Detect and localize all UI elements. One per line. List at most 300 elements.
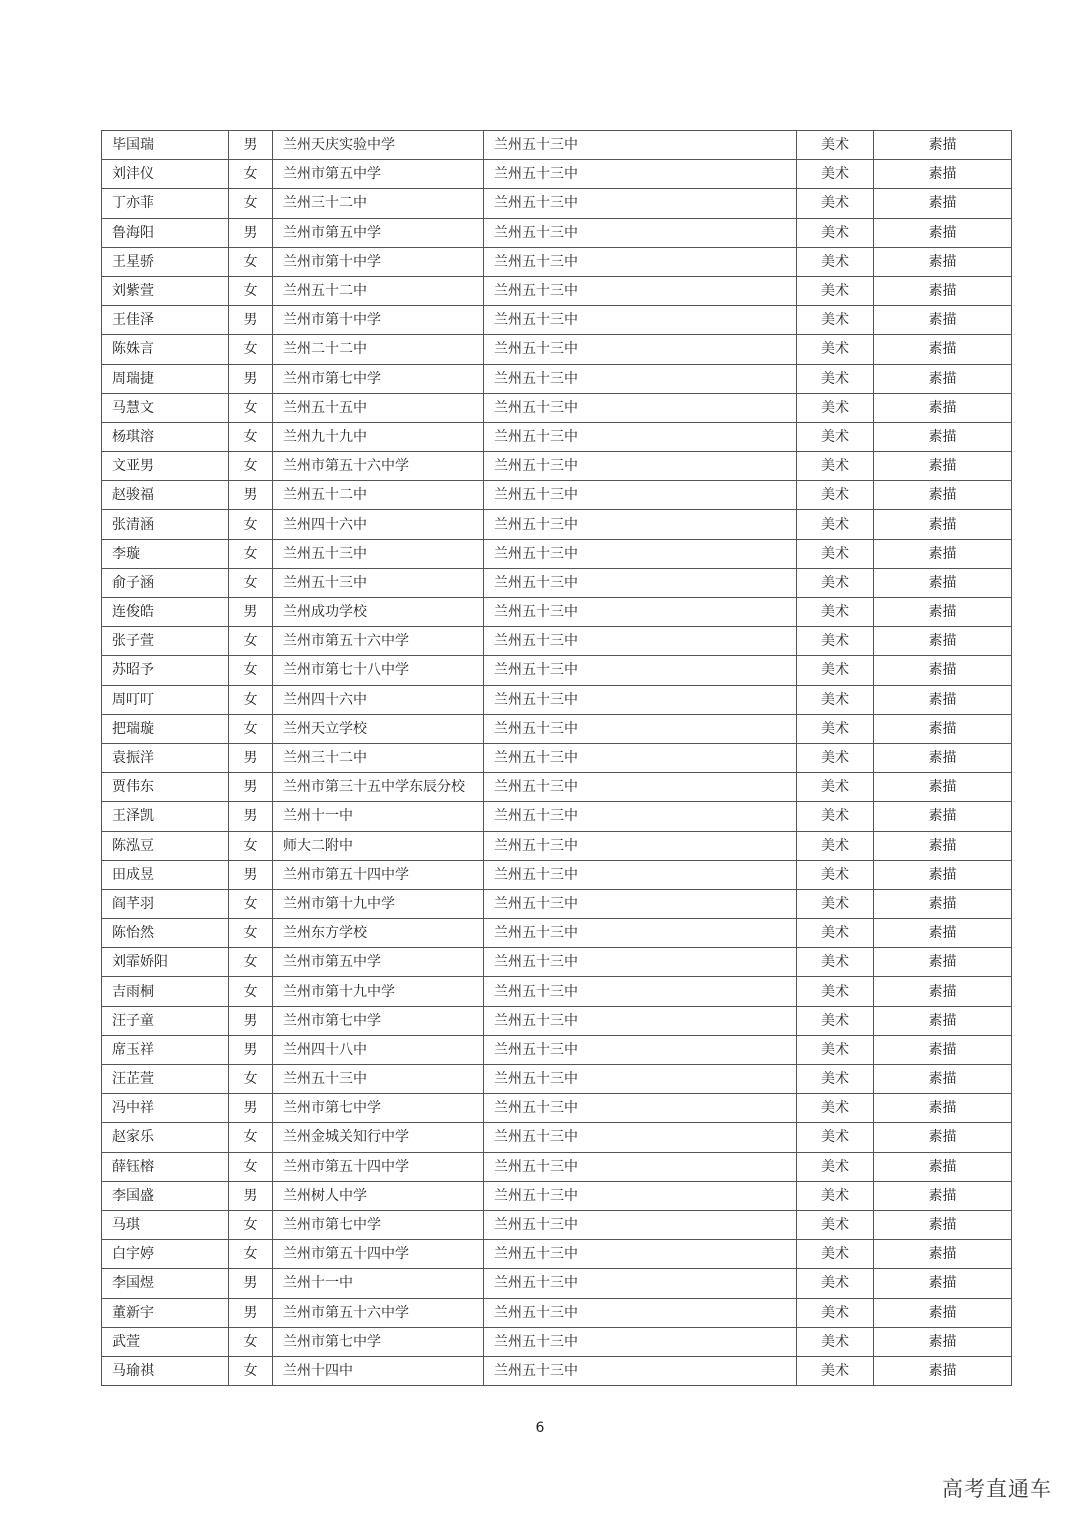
gender-cell: 男 bbox=[229, 743, 273, 772]
gender-cell: 男 bbox=[229, 1006, 273, 1035]
table-row bbox=[102, 1094, 1012, 1123]
subject-cell: 素描 bbox=[874, 627, 1012, 656]
table-row bbox=[102, 335, 1012, 364]
subject-cell: 素描 bbox=[874, 773, 1012, 802]
gender-cell: 女 bbox=[229, 422, 273, 451]
student-name-cell: 苏昭予 bbox=[102, 656, 229, 685]
target-school-cell: 兰州五十三中 bbox=[484, 189, 797, 218]
subject-cell: 素描 bbox=[874, 1094, 1012, 1123]
student-name-cell: 把瑞璇 bbox=[102, 714, 229, 743]
roster-table bbox=[101, 130, 1012, 1386]
table-row bbox=[102, 889, 1012, 918]
target-school-cell: 兰州五十三中 bbox=[484, 1269, 797, 1298]
gender-cell: 女 bbox=[229, 1240, 273, 1269]
table-row bbox=[102, 452, 1012, 481]
subject-cell: 素描 bbox=[874, 1123, 1012, 1152]
target-school-cell: 兰州五十三中 bbox=[484, 131, 797, 160]
subject-cell: 素描 bbox=[874, 189, 1012, 218]
origin-school-cell: 师大二附中 bbox=[273, 831, 484, 860]
table-row bbox=[102, 306, 1012, 335]
subject-cell: 素描 bbox=[874, 364, 1012, 393]
gender-cell: 男 bbox=[229, 860, 273, 889]
origin-school-cell: 兰州五十三中 bbox=[273, 1065, 484, 1094]
origin-school-cell: 兰州天立学校 bbox=[273, 714, 484, 743]
table-row bbox=[102, 160, 1012, 189]
subject-cell: 素描 bbox=[874, 919, 1012, 948]
subject-cell: 素描 bbox=[874, 1269, 1012, 1298]
target-school-cell: 兰州五十三中 bbox=[484, 481, 797, 510]
gender-cell: 女 bbox=[229, 1152, 273, 1181]
subject-cell: 素描 bbox=[874, 1035, 1012, 1064]
table-row bbox=[102, 481, 1012, 510]
table-row bbox=[102, 422, 1012, 451]
subject-cell: 素描 bbox=[874, 1181, 1012, 1210]
gender-cell: 女 bbox=[229, 247, 273, 276]
origin-school-cell: 兰州四十八中 bbox=[273, 1035, 484, 1064]
gender-cell: 女 bbox=[229, 977, 273, 1006]
category-cell: 美术 bbox=[797, 714, 874, 743]
origin-school-cell: 兰州五十三中 bbox=[273, 568, 484, 597]
student-name-cell: 田成昱 bbox=[102, 860, 229, 889]
origin-school-cell: 兰州市第五中学 bbox=[273, 160, 484, 189]
student-name-cell: 张子萱 bbox=[102, 627, 229, 656]
table-row bbox=[102, 1035, 1012, 1064]
subject-cell: 素描 bbox=[874, 831, 1012, 860]
category-cell: 美术 bbox=[797, 1006, 874, 1035]
origin-school-cell: 兰州十一中 bbox=[273, 1269, 484, 1298]
gender-cell: 女 bbox=[229, 831, 273, 860]
table-row bbox=[102, 1240, 1012, 1269]
student-name-cell: 鲁海阳 bbox=[102, 218, 229, 247]
gender-cell: 女 bbox=[229, 276, 273, 305]
origin-school-cell: 兰州五十五中 bbox=[273, 393, 484, 422]
table-row bbox=[102, 393, 1012, 422]
origin-school-cell: 兰州十一中 bbox=[273, 802, 484, 831]
category-cell: 美术 bbox=[797, 510, 874, 539]
subject-cell: 素描 bbox=[874, 276, 1012, 305]
table-row bbox=[102, 276, 1012, 305]
subject-cell: 素描 bbox=[874, 948, 1012, 977]
category-cell: 美术 bbox=[797, 627, 874, 656]
table-row bbox=[102, 1123, 1012, 1152]
table-row bbox=[102, 831, 1012, 860]
target-school-cell: 兰州五十三中 bbox=[484, 714, 797, 743]
origin-school-cell: 兰州九十九中 bbox=[273, 422, 484, 451]
student-name-cell: 杨琪溶 bbox=[102, 422, 229, 451]
category-cell: 美术 bbox=[797, 743, 874, 772]
student-name-cell: 陈泓豆 bbox=[102, 831, 229, 860]
table-row bbox=[102, 1065, 1012, 1094]
category-cell: 美术 bbox=[797, 802, 874, 831]
watermark-text: 高考直通车 bbox=[942, 1477, 1052, 1501]
category-cell: 美术 bbox=[797, 773, 874, 802]
category-cell: 美术 bbox=[797, 539, 874, 568]
target-school-cell: 兰州五十三中 bbox=[484, 160, 797, 189]
gender-cell: 男 bbox=[229, 481, 273, 510]
category-cell: 美术 bbox=[797, 831, 874, 860]
table-row bbox=[102, 247, 1012, 276]
subject-cell: 素描 bbox=[874, 452, 1012, 481]
student-name-cell: 武萱 bbox=[102, 1327, 229, 1356]
gender-cell: 女 bbox=[229, 452, 273, 481]
target-school-cell: 兰州五十三中 bbox=[484, 1298, 797, 1327]
origin-school-cell: 兰州五十三中 bbox=[273, 539, 484, 568]
origin-school-cell: 兰州市第七中学 bbox=[273, 1006, 484, 1035]
origin-school-cell: 兰州市第七中学 bbox=[273, 1094, 484, 1123]
origin-school-cell: 兰州东方学校 bbox=[273, 919, 484, 948]
category-cell: 美术 bbox=[797, 1181, 874, 1210]
student-name-cell: 马琪 bbox=[102, 1210, 229, 1239]
origin-school-cell: 兰州三十二中 bbox=[273, 743, 484, 772]
gender-cell: 男 bbox=[229, 802, 273, 831]
target-school-cell: 兰州五十三中 bbox=[484, 422, 797, 451]
gender-cell: 男 bbox=[229, 364, 273, 393]
gender-cell: 女 bbox=[229, 1356, 273, 1385]
origin-school-cell: 兰州市第七中学 bbox=[273, 364, 484, 393]
target-school-cell: 兰州五十三中 bbox=[484, 1210, 797, 1239]
student-name-cell: 汪芷萱 bbox=[102, 1065, 229, 1094]
target-school-cell: 兰州五十三中 bbox=[484, 276, 797, 305]
subject-cell: 素描 bbox=[874, 685, 1012, 714]
gender-cell: 女 bbox=[229, 568, 273, 597]
gender-cell: 男 bbox=[229, 598, 273, 627]
category-cell: 美术 bbox=[797, 247, 874, 276]
gender-cell: 女 bbox=[229, 189, 273, 218]
category-cell: 美术 bbox=[797, 306, 874, 335]
student-name-cell: 张清涵 bbox=[102, 510, 229, 539]
subject-cell: 素描 bbox=[874, 131, 1012, 160]
origin-school-cell: 兰州十四中 bbox=[273, 1356, 484, 1385]
origin-school-cell: 兰州市第十九中学 bbox=[273, 889, 484, 918]
student-name-cell: 俞子涵 bbox=[102, 568, 229, 597]
subject-cell: 素描 bbox=[874, 1356, 1012, 1385]
target-school-cell: 兰州五十三中 bbox=[484, 1327, 797, 1356]
subject-cell: 素描 bbox=[874, 218, 1012, 247]
subject-cell: 素描 bbox=[874, 802, 1012, 831]
origin-school-cell: 兰州市第十中学 bbox=[273, 306, 484, 335]
table-row bbox=[102, 1327, 1012, 1356]
student-name-cell: 吉雨桐 bbox=[102, 977, 229, 1006]
subject-cell: 素描 bbox=[874, 306, 1012, 335]
target-school-cell: 兰州五十三中 bbox=[484, 860, 797, 889]
category-cell: 美术 bbox=[797, 364, 874, 393]
table-row bbox=[102, 598, 1012, 627]
subject-cell: 素描 bbox=[874, 743, 1012, 772]
category-cell: 美术 bbox=[797, 1298, 874, 1327]
target-school-cell: 兰州五十三中 bbox=[484, 773, 797, 802]
category-cell: 美术 bbox=[797, 977, 874, 1006]
table-row bbox=[102, 743, 1012, 772]
subject-cell: 素描 bbox=[874, 889, 1012, 918]
category-cell: 美术 bbox=[797, 1152, 874, 1181]
subject-cell: 素描 bbox=[874, 1065, 1012, 1094]
table-row bbox=[102, 510, 1012, 539]
target-school-cell: 兰州五十三中 bbox=[484, 306, 797, 335]
gender-cell: 女 bbox=[229, 685, 273, 714]
student-name-cell: 王泽凯 bbox=[102, 802, 229, 831]
table-row bbox=[102, 860, 1012, 889]
target-school-cell: 兰州五十三中 bbox=[484, 1035, 797, 1064]
student-name-cell: 刘霏娇阳 bbox=[102, 948, 229, 977]
table-row bbox=[102, 1269, 1012, 1298]
gender-cell: 女 bbox=[229, 160, 273, 189]
student-name-cell: 周瑞捷 bbox=[102, 364, 229, 393]
category-cell: 美术 bbox=[797, 1065, 874, 1094]
target-school-cell: 兰州五十三中 bbox=[484, 539, 797, 568]
origin-school-cell: 兰州五十二中 bbox=[273, 276, 484, 305]
subject-cell: 素描 bbox=[874, 1327, 1012, 1356]
gender-cell: 女 bbox=[229, 1327, 273, 1356]
target-school-cell: 兰州五十三中 bbox=[484, 452, 797, 481]
student-name-cell: 文亚男 bbox=[102, 452, 229, 481]
target-school-cell: 兰州五十三中 bbox=[484, 1181, 797, 1210]
target-school-cell: 兰州五十三中 bbox=[484, 218, 797, 247]
table-row bbox=[102, 1181, 1012, 1210]
table-row bbox=[102, 685, 1012, 714]
origin-school-cell: 兰州市第七中学 bbox=[273, 1327, 484, 1356]
subject-cell: 素描 bbox=[874, 335, 1012, 364]
category-cell: 美术 bbox=[797, 1123, 874, 1152]
table-row bbox=[102, 189, 1012, 218]
origin-school-cell: 兰州三十二中 bbox=[273, 189, 484, 218]
origin-school-cell: 兰州市第五十四中学 bbox=[273, 1240, 484, 1269]
gender-cell: 女 bbox=[229, 627, 273, 656]
origin-school-cell: 兰州金城关知行中学 bbox=[273, 1123, 484, 1152]
category-cell: 美术 bbox=[797, 422, 874, 451]
subject-cell: 素描 bbox=[874, 860, 1012, 889]
category-cell: 美术 bbox=[797, 685, 874, 714]
table-row bbox=[102, 802, 1012, 831]
origin-school-cell: 兰州市第五中学 bbox=[273, 218, 484, 247]
category-cell: 美术 bbox=[797, 889, 874, 918]
student-name-cell: 王星骄 bbox=[102, 247, 229, 276]
subject-cell: 素描 bbox=[874, 1298, 1012, 1327]
table-row bbox=[102, 1006, 1012, 1035]
gender-cell: 男 bbox=[229, 1269, 273, 1298]
origin-school-cell: 兰州市第五中学 bbox=[273, 948, 484, 977]
category-cell: 美术 bbox=[797, 1094, 874, 1123]
category-cell: 美术 bbox=[797, 656, 874, 685]
student-name-cell: 马慧文 bbox=[102, 393, 229, 422]
target-school-cell: 兰州五十三中 bbox=[484, 919, 797, 948]
target-school-cell: 兰州五十三中 bbox=[484, 977, 797, 1006]
subject-cell: 素描 bbox=[874, 1152, 1012, 1181]
gender-cell: 女 bbox=[229, 948, 273, 977]
student-name-cell: 李璇 bbox=[102, 539, 229, 568]
subject-cell: 素描 bbox=[874, 481, 1012, 510]
subject-cell: 素描 bbox=[874, 977, 1012, 1006]
category-cell: 美术 bbox=[797, 1327, 874, 1356]
category-cell: 美术 bbox=[797, 948, 874, 977]
subject-cell: 素描 bbox=[874, 1210, 1012, 1239]
target-school-cell: 兰州五十三中 bbox=[484, 627, 797, 656]
gender-cell: 男 bbox=[229, 218, 273, 247]
category-cell: 美术 bbox=[797, 335, 874, 364]
origin-school-cell: 兰州市第五十四中学 bbox=[273, 1152, 484, 1181]
student-name-cell: 赵家乐 bbox=[102, 1123, 229, 1152]
table-row bbox=[102, 977, 1012, 1006]
category-cell: 美术 bbox=[797, 276, 874, 305]
student-name-cell: 阎芊羽 bbox=[102, 889, 229, 918]
student-name-cell: 汪子童 bbox=[102, 1006, 229, 1035]
gender-cell: 男 bbox=[229, 773, 273, 802]
origin-school-cell: 兰州市第七十八中学 bbox=[273, 656, 484, 685]
target-school-cell: 兰州五十三中 bbox=[484, 743, 797, 772]
student-name-cell: 冯中祥 bbox=[102, 1094, 229, 1123]
target-school-cell: 兰州五十三中 bbox=[484, 1065, 797, 1094]
student-name-cell: 薛钰榕 bbox=[102, 1152, 229, 1181]
table-row bbox=[102, 1298, 1012, 1327]
student-name-cell: 袁振洋 bbox=[102, 743, 229, 772]
student-name-cell: 周叮叮 bbox=[102, 685, 229, 714]
origin-school-cell: 兰州四十六中 bbox=[273, 685, 484, 714]
target-school-cell: 兰州五十三中 bbox=[484, 1006, 797, 1035]
category-cell: 美术 bbox=[797, 452, 874, 481]
target-school-cell: 兰州五十三中 bbox=[484, 364, 797, 393]
student-name-cell: 王佳泽 bbox=[102, 306, 229, 335]
student-name-cell: 陈姝言 bbox=[102, 335, 229, 364]
table-row bbox=[102, 714, 1012, 743]
student-name-cell: 马瑜祺 bbox=[102, 1356, 229, 1385]
target-school-cell: 兰州五十三中 bbox=[484, 1356, 797, 1385]
origin-school-cell: 兰州树人中学 bbox=[273, 1181, 484, 1210]
gender-cell: 女 bbox=[229, 539, 273, 568]
category-cell: 美术 bbox=[797, 393, 874, 422]
table-row bbox=[102, 364, 1012, 393]
gender-cell: 女 bbox=[229, 1210, 273, 1239]
target-school-cell: 兰州五十三中 bbox=[484, 568, 797, 597]
table-row bbox=[102, 1152, 1012, 1181]
category-cell: 美术 bbox=[797, 131, 874, 160]
student-name-cell: 陈怡然 bbox=[102, 919, 229, 948]
subject-cell: 素描 bbox=[874, 714, 1012, 743]
gender-cell: 女 bbox=[229, 714, 273, 743]
student-name-cell: 李国煜 bbox=[102, 1269, 229, 1298]
target-school-cell: 兰州五十三中 bbox=[484, 802, 797, 831]
gender-cell: 男 bbox=[229, 306, 273, 335]
origin-school-cell: 兰州成功学校 bbox=[273, 598, 484, 627]
gender-cell: 女 bbox=[229, 1123, 273, 1152]
student-name-cell: 刘沣仪 bbox=[102, 160, 229, 189]
table-row bbox=[102, 568, 1012, 597]
category-cell: 美术 bbox=[797, 1269, 874, 1298]
category-cell: 美术 bbox=[797, 218, 874, 247]
origin-school-cell: 兰州市第三十五中学东辰分校 bbox=[273, 773, 484, 802]
subject-cell: 素描 bbox=[874, 598, 1012, 627]
category-cell: 美术 bbox=[797, 860, 874, 889]
gender-cell: 女 bbox=[229, 889, 273, 918]
table-row bbox=[102, 1356, 1012, 1385]
page-number: 6 bbox=[535, 1420, 545, 1436]
subject-cell: 素描 bbox=[874, 510, 1012, 539]
category-cell: 美术 bbox=[797, 160, 874, 189]
category-cell: 美术 bbox=[797, 481, 874, 510]
category-cell: 美术 bbox=[797, 568, 874, 597]
gender-cell: 男 bbox=[229, 1035, 273, 1064]
student-name-cell: 刘紫萱 bbox=[102, 276, 229, 305]
category-cell: 美术 bbox=[797, 1240, 874, 1269]
subject-cell: 素描 bbox=[874, 393, 1012, 422]
student-name-cell: 毕国瑞 bbox=[102, 131, 229, 160]
student-name-cell: 李国盛 bbox=[102, 1181, 229, 1210]
origin-school-cell: 兰州市第五十六中学 bbox=[273, 1298, 484, 1327]
gender-cell: 男 bbox=[229, 131, 273, 160]
category-cell: 美术 bbox=[797, 598, 874, 627]
category-cell: 美术 bbox=[797, 1210, 874, 1239]
target-school-cell: 兰州五十三中 bbox=[484, 831, 797, 860]
origin-school-cell: 兰州市第七中学 bbox=[273, 1210, 484, 1239]
table-row bbox=[102, 773, 1012, 802]
subject-cell: 素描 bbox=[874, 422, 1012, 451]
target-school-cell: 兰州五十三中 bbox=[484, 1152, 797, 1181]
origin-school-cell: 兰州市第十九中学 bbox=[273, 977, 484, 1006]
origin-school-cell: 兰州五十二中 bbox=[273, 481, 484, 510]
student-name-cell: 董新宇 bbox=[102, 1298, 229, 1327]
gender-cell: 男 bbox=[229, 1181, 273, 1210]
student-name-cell: 赵骏福 bbox=[102, 481, 229, 510]
target-school-cell: 兰州五十三中 bbox=[484, 335, 797, 364]
subject-cell: 素描 bbox=[874, 656, 1012, 685]
target-school-cell: 兰州五十三中 bbox=[484, 1123, 797, 1152]
subject-cell: 素描 bbox=[874, 1006, 1012, 1035]
origin-school-cell: 兰州市第五十六中学 bbox=[273, 627, 484, 656]
student-name-cell: 白宇婷 bbox=[102, 1240, 229, 1269]
category-cell: 美术 bbox=[797, 189, 874, 218]
target-school-cell: 兰州五十三中 bbox=[484, 393, 797, 422]
origin-school-cell: 兰州市第五十四中学 bbox=[273, 860, 484, 889]
target-school-cell: 兰州五十三中 bbox=[484, 1094, 797, 1123]
subject-cell: 素描 bbox=[874, 1240, 1012, 1269]
table-row bbox=[102, 539, 1012, 568]
gender-cell: 男 bbox=[229, 1094, 273, 1123]
target-school-cell: 兰州五十三中 bbox=[484, 889, 797, 918]
origin-school-cell: 兰州二十二中 bbox=[273, 335, 484, 364]
table-row bbox=[102, 919, 1012, 948]
category-cell: 美术 bbox=[797, 919, 874, 948]
roster-table-body bbox=[102, 131, 1012, 1386]
student-name-cell: 丁亦菲 bbox=[102, 189, 229, 218]
target-school-cell: 兰州五十三中 bbox=[484, 247, 797, 276]
target-school-cell: 兰州五十三中 bbox=[484, 685, 797, 714]
table-row bbox=[102, 627, 1012, 656]
origin-school-cell: 兰州天庆实验中学 bbox=[273, 131, 484, 160]
table-row bbox=[102, 948, 1012, 977]
gender-cell: 男 bbox=[229, 1298, 273, 1327]
target-school-cell: 兰州五十三中 bbox=[484, 1240, 797, 1269]
origin-school-cell: 兰州市第十中学 bbox=[273, 247, 484, 276]
table-row bbox=[102, 656, 1012, 685]
origin-school-cell: 兰州市第五十六中学 bbox=[273, 452, 484, 481]
subject-cell: 素描 bbox=[874, 539, 1012, 568]
table-row bbox=[102, 218, 1012, 247]
target-school-cell: 兰州五十三中 bbox=[484, 656, 797, 685]
gender-cell: 女 bbox=[229, 1065, 273, 1094]
gender-cell: 女 bbox=[229, 919, 273, 948]
gender-cell: 女 bbox=[229, 393, 273, 422]
subject-cell: 素描 bbox=[874, 247, 1012, 276]
subject-cell: 素描 bbox=[874, 568, 1012, 597]
origin-school-cell: 兰州四十六中 bbox=[273, 510, 484, 539]
student-name-cell: 贾伟东 bbox=[102, 773, 229, 802]
gender-cell: 女 bbox=[229, 335, 273, 364]
target-school-cell: 兰州五十三中 bbox=[484, 598, 797, 627]
subject-cell: 素描 bbox=[874, 160, 1012, 189]
category-cell: 美术 bbox=[797, 1356, 874, 1385]
target-school-cell: 兰州五十三中 bbox=[484, 948, 797, 977]
target-school-cell: 兰州五十三中 bbox=[484, 510, 797, 539]
table-row bbox=[102, 131, 1012, 160]
gender-cell: 女 bbox=[229, 656, 273, 685]
